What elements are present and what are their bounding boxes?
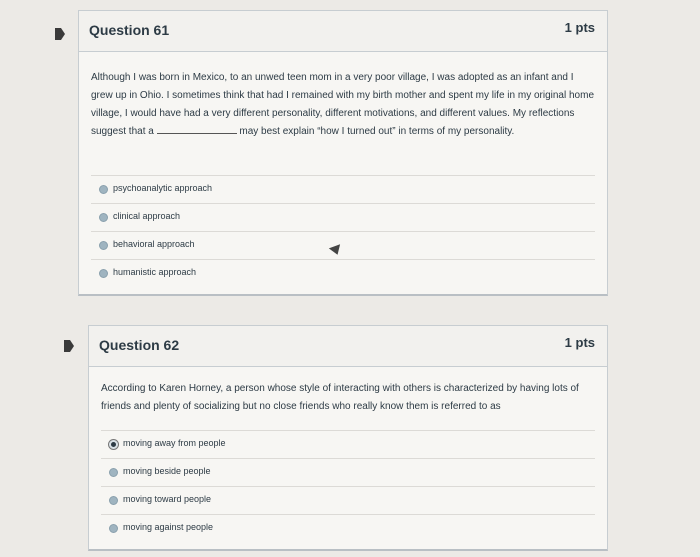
question-text: According to Karen Horney, a person whose style of interacting with others is characterized by having lots of friends and plenty of socializing but no close friends who really know them is referred to as [101, 383, 579, 412]
bookmark-flag-icon[interactable] [64, 340, 74, 352]
answer-option[interactable] [91, 175, 595, 203]
answer-option[interactable] [101, 514, 595, 542]
radio-button[interactable] [99, 241, 108, 250]
answer-list [79, 175, 607, 287]
answer-label: moving against people [123, 522, 214, 532]
answer-list [89, 430, 607, 542]
question-text [91, 69, 597, 141]
radio-button[interactable] [109, 468, 118, 477]
radio-button[interactable] [99, 269, 108, 278]
radio-button[interactable] [99, 185, 108, 194]
answer-label: moving toward people [123, 494, 212, 504]
radio-button[interactable] [109, 496, 118, 505]
question-title: Question 62 [99, 337, 180, 353]
radio-button[interactable] [99, 213, 108, 222]
answer-option[interactable] [91, 231, 595, 259]
question-points: 1 pts [564, 335, 595, 350]
question-61-card [78, 10, 608, 296]
question-text-before: Although I was born in Mexico, to an unwed teen mom in a very poor village, I was adopted as an infant and I grew up in Ohio. I sometimes think that had I remained with my birth mother and spent my life in my original home village, I would have had a very different personality, different motivations, and different values. My reflections suggest that a [91, 72, 595, 137]
answer-label: humanistic approach [113, 267, 197, 277]
question-text-after: may best explain “how I turned out” in terms of my personality. [239, 126, 515, 137]
question-62-card [88, 325, 608, 551]
question-header [79, 11, 607, 52]
answer-option[interactable] [101, 486, 595, 514]
radio-button[interactable] [109, 524, 118, 533]
answer-label: moving away from people [123, 438, 226, 448]
answer-option[interactable] [101, 430, 595, 458]
answer-label: psychoanalytic approach [113, 183, 213, 193]
answer-option[interactable] [91, 203, 595, 231]
answer-label: moving beside people [123, 466, 211, 476]
radio-button-selected[interactable] [109, 440, 118, 449]
question-title: Question 61 [89, 22, 170, 38]
answer-label: behavioral approach [113, 239, 195, 249]
answer-option[interactable] [101, 458, 595, 486]
answer-option[interactable] [91, 259, 595, 287]
question-header [89, 326, 607, 367]
question-points: 1 pts [564, 20, 595, 35]
fill-in-blank [157, 123, 237, 134]
answer-label: clinical approach [113, 211, 181, 221]
bookmark-flag-icon[interactable] [55, 28, 65, 40]
